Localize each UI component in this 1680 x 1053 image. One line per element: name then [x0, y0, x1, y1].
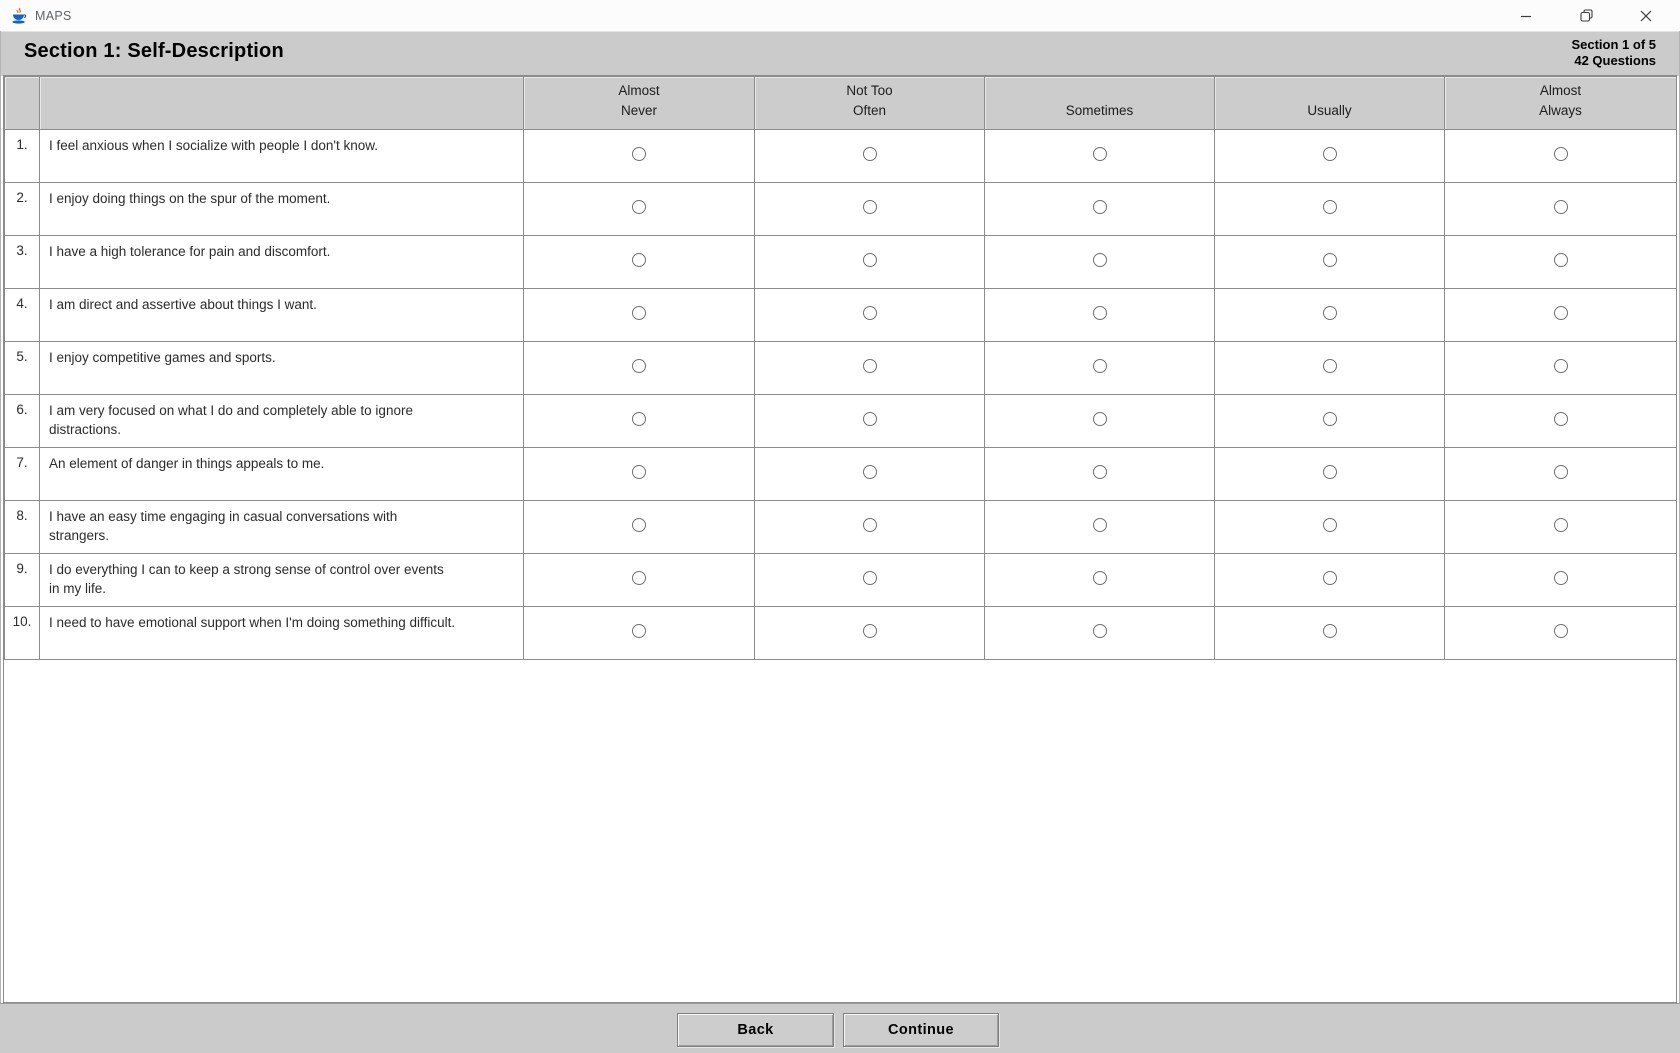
answer-cell-sometimes[interactable]	[985, 607, 1215, 660]
radio-not-too-often-q3[interactable]	[863, 253, 877, 267]
column-header-label: Almost	[1539, 83, 1582, 98]
radio-not-too-often-q9[interactable]	[863, 571, 877, 585]
answer-cell-almost-never[interactable]	[524, 236, 755, 289]
radio-almost-always-q6[interactable]	[1554, 412, 1568, 426]
radio-usually-q5[interactable]	[1323, 359, 1337, 373]
answer-cell-almost-always[interactable]	[1445, 289, 1677, 342]
answer-cell-almost-never[interactable]	[524, 183, 755, 236]
radio-sometimes-q9[interactable]	[1093, 571, 1107, 585]
section-header-band	[1, 31, 1679, 76]
answer-cell-usually[interactable]	[1215, 289, 1445, 342]
radio-almost-never-q7[interactable]	[632, 465, 646, 479]
answer-cell-almost-never[interactable]	[524, 130, 755, 183]
radio-not-too-often-q10[interactable]	[863, 624, 877, 638]
question-number: 6.	[5, 395, 40, 448]
answer-cell-usually[interactable]	[1215, 395, 1445, 448]
answer-cell-sometimes[interactable]	[985, 130, 1215, 183]
radio-almost-never-q10[interactable]	[632, 624, 646, 638]
radio-almost-always-q4[interactable]	[1554, 306, 1568, 320]
answer-cell-not-too-often[interactable]	[755, 236, 985, 289]
answer-cell-almost-never[interactable]	[524, 554, 755, 607]
column-header-label: Always	[1539, 103, 1582, 118]
answer-cell-sometimes[interactable]	[985, 395, 1215, 448]
column-header-label: Almost	[618, 83, 660, 98]
question-row-4	[5, 289, 1677, 342]
radio-not-too-often-q6[interactable]	[863, 412, 877, 426]
answer-cell-not-too-often[interactable]	[755, 607, 985, 660]
question-column-header	[40, 77, 524, 130]
column-header-label: Sometimes	[1065, 103, 1134, 118]
answer-cell-usually[interactable]	[1215, 342, 1445, 395]
column-header-almost-never	[524, 77, 755, 130]
answer-cell-almost-never[interactable]	[524, 289, 755, 342]
answer-cell-not-too-often[interactable]	[755, 554, 985, 607]
answer-cell-not-too-often[interactable]	[755, 130, 985, 183]
question-text: I do everything I can to keep a strong sense of control over events in my life.	[40, 554, 524, 607]
answer-cell-usually[interactable]	[1215, 554, 1445, 607]
radio-not-too-often-q5[interactable]	[863, 359, 877, 373]
column-header-label: Usually	[1307, 103, 1352, 118]
window-controls	[1496, 0, 1676, 31]
section-progress-line1: Section 1 of 5	[1571, 37, 1656, 52]
radio-almost-never-q6[interactable]	[632, 412, 646, 426]
back-button[interactable]: Back	[677, 1013, 834, 1047]
answer-cell-usually[interactable]	[1215, 236, 1445, 289]
answer-cell-almost-always[interactable]	[1445, 183, 1677, 236]
column-header-almost-always	[1445, 77, 1677, 130]
answer-cell-almost-never[interactable]	[524, 501, 755, 554]
table-header-row	[5, 77, 1677, 130]
restore-button[interactable]	[1556, 0, 1616, 31]
answer-cell-not-too-often[interactable]	[755, 395, 985, 448]
radio-usually-q4[interactable]	[1323, 306, 1337, 320]
question-text: I have a high tolerance for pain and discomfort.	[40, 236, 524, 289]
question-text: I enjoy competitive games and sports.	[40, 342, 524, 395]
radio-almost-always-q8[interactable]	[1554, 518, 1568, 532]
window-title: MAPS	[35, 8, 72, 23]
radio-usually-q7[interactable]	[1323, 465, 1337, 479]
answer-cell-almost-always[interactable]	[1445, 236, 1677, 289]
radio-sometimes-q4[interactable]	[1093, 306, 1107, 320]
answer-cell-almost-always[interactable]	[1445, 554, 1677, 607]
radio-sometimes-q10[interactable]	[1093, 624, 1107, 638]
question-number: 9.	[5, 554, 40, 607]
radio-usually-q1[interactable]	[1323, 147, 1337, 161]
radio-almost-always-q3[interactable]	[1554, 253, 1568, 267]
minimize-button[interactable]	[1496, 0, 1556, 31]
answer-cell-not-too-often[interactable]	[755, 289, 985, 342]
radio-sometimes-q7[interactable]	[1093, 465, 1107, 479]
answer-cell-almost-never[interactable]	[524, 342, 755, 395]
question-number: 5.	[5, 342, 40, 395]
radio-not-too-often-q1[interactable]	[863, 147, 877, 161]
radio-almost-never-q4[interactable]	[632, 306, 646, 320]
answer-cell-not-too-often[interactable]	[755, 342, 985, 395]
row-number-column-header	[5, 77, 40, 130]
answer-cell-sometimes[interactable]	[985, 448, 1215, 501]
radio-usually-q3[interactable]	[1323, 253, 1337, 267]
radio-not-too-often-q7[interactable]	[863, 465, 877, 479]
radio-almost-always-q2[interactable]	[1554, 200, 1568, 214]
section-progress-line2: 42 Questions	[1574, 53, 1656, 68]
question-row-1	[5, 130, 1677, 183]
radio-usually-q10[interactable]	[1323, 624, 1337, 638]
answer-cell-sometimes[interactable]	[985, 183, 1215, 236]
question-text: I am direct and assertive about things I want.	[40, 289, 524, 342]
answer-cell-almost-never[interactable]	[524, 607, 755, 660]
question-row-10	[5, 607, 1677, 660]
radio-usually-q6[interactable]	[1323, 412, 1337, 426]
question-number: 4.	[5, 289, 40, 342]
answer-cell-not-too-often[interactable]	[755, 501, 985, 554]
radio-sometimes-q8[interactable]	[1093, 518, 1107, 532]
answer-cell-sometimes[interactable]	[985, 289, 1215, 342]
question-text: I enjoy doing things on the spur of the moment.	[40, 183, 524, 236]
survey-panel	[3, 75, 1677, 1003]
question-text: I have an easy time engaging in casual conversations with strangers.	[40, 501, 524, 554]
close-button[interactable]	[1616, 0, 1676, 31]
column-header-not-too-often	[755, 77, 985, 130]
answer-cell-sometimes[interactable]	[985, 236, 1215, 289]
answer-cell-sometimes[interactable]	[985, 501, 1215, 554]
answer-cell-almost-always[interactable]	[1445, 448, 1677, 501]
question-number: 7.	[5, 448, 40, 501]
question-number: 2.	[5, 183, 40, 236]
column-header-label: Never	[620, 103, 657, 118]
column-header-label: Often	[852, 103, 887, 118]
radio-not-too-often-q2[interactable]	[863, 200, 877, 214]
radio-almost-never-q8[interactable]	[632, 518, 646, 532]
answer-cell-sometimes[interactable]	[985, 342, 1215, 395]
answer-cell-almost-always[interactable]	[1445, 395, 1677, 448]
question-text: An element of danger in things appeals to me.	[40, 448, 524, 501]
radio-almost-never-q9[interactable]	[632, 571, 646, 585]
question-row-2	[5, 183, 1677, 236]
radio-almost-always-q1[interactable]	[1554, 147, 1568, 161]
radio-almost-always-q9[interactable]	[1554, 571, 1568, 585]
radio-almost-never-q5[interactable]	[632, 359, 646, 373]
answer-cell-usually[interactable]	[1215, 130, 1445, 183]
radio-not-too-often-q8[interactable]	[863, 518, 877, 532]
radio-sometimes-q1[interactable]	[1093, 147, 1107, 161]
minimize-icon	[1520, 10, 1532, 22]
answer-cell-almost-always[interactable]	[1445, 342, 1677, 395]
answer-cell-usually[interactable]	[1215, 448, 1445, 501]
question-row-8	[5, 501, 1677, 554]
section-progress	[1571, 37, 1656, 69]
question-number: 1.	[5, 130, 40, 183]
answer-cell-almost-always[interactable]	[1445, 501, 1677, 554]
radio-usually-q9[interactable]	[1323, 571, 1337, 585]
radio-almost-never-q1[interactable]	[632, 147, 646, 161]
restore-icon	[1580, 9, 1593, 22]
radio-usually-q8[interactable]	[1323, 518, 1337, 532]
question-row-6	[5, 395, 1677, 448]
radio-sometimes-q6[interactable]	[1093, 412, 1107, 426]
radio-almost-always-q10[interactable]	[1554, 624, 1568, 638]
questions-table	[4, 76, 1677, 660]
question-text: I feel anxious when I socialize with people I don't know.	[40, 130, 524, 183]
question-number: 3.	[5, 236, 40, 289]
radio-almost-never-q2[interactable]	[632, 200, 646, 214]
radio-sometimes-q3[interactable]	[1093, 253, 1107, 267]
question-row-9	[5, 554, 1677, 607]
column-header-sometimes	[985, 77, 1215, 130]
answer-cell-almost-always[interactable]	[1445, 130, 1677, 183]
answer-cell-not-too-often[interactable]	[755, 448, 985, 501]
close-icon	[1640, 10, 1652, 22]
question-number: 8.	[5, 501, 40, 554]
answer-cell-sometimes[interactable]	[985, 554, 1215, 607]
radio-sometimes-q2[interactable]	[1093, 200, 1107, 214]
answer-cell-almost-never[interactable]	[524, 395, 755, 448]
column-header-label: Not Too	[846, 83, 893, 98]
question-text: I am very focused on what I do and completely able to ignore distractions.	[40, 395, 524, 448]
answer-cell-usually[interactable]	[1215, 501, 1445, 554]
title-bar	[0, 0, 1680, 31]
question-row-7	[5, 448, 1677, 501]
answer-cell-not-too-often[interactable]	[755, 183, 985, 236]
question-text: I need to have emotional support when I'm doing something difficult.	[40, 607, 524, 660]
radio-almost-always-q5[interactable]	[1554, 359, 1568, 373]
answer-cell-usually[interactable]	[1215, 183, 1445, 236]
answer-cell-almost-never[interactable]	[524, 448, 755, 501]
radio-usually-q2[interactable]	[1323, 200, 1337, 214]
radio-almost-always-q7[interactable]	[1554, 465, 1568, 479]
continue-button[interactable]: Continue	[843, 1013, 999, 1047]
question-row-5	[5, 342, 1677, 395]
answer-cell-almost-always[interactable]	[1445, 607, 1677, 660]
radio-almost-never-q3[interactable]	[632, 253, 646, 267]
java-app-icon	[10, 7, 28, 25]
question-row-3	[5, 236, 1677, 289]
radio-not-too-often-q4[interactable]	[863, 306, 877, 320]
answer-cell-usually[interactable]	[1215, 607, 1445, 660]
question-number: 10.	[5, 607, 40, 660]
column-header-usually	[1215, 77, 1445, 130]
page-title: Section 1: Self-Description	[24, 40, 284, 62]
footer-bar	[0, 1003, 1680, 1053]
radio-sometimes-q5[interactable]	[1093, 359, 1107, 373]
